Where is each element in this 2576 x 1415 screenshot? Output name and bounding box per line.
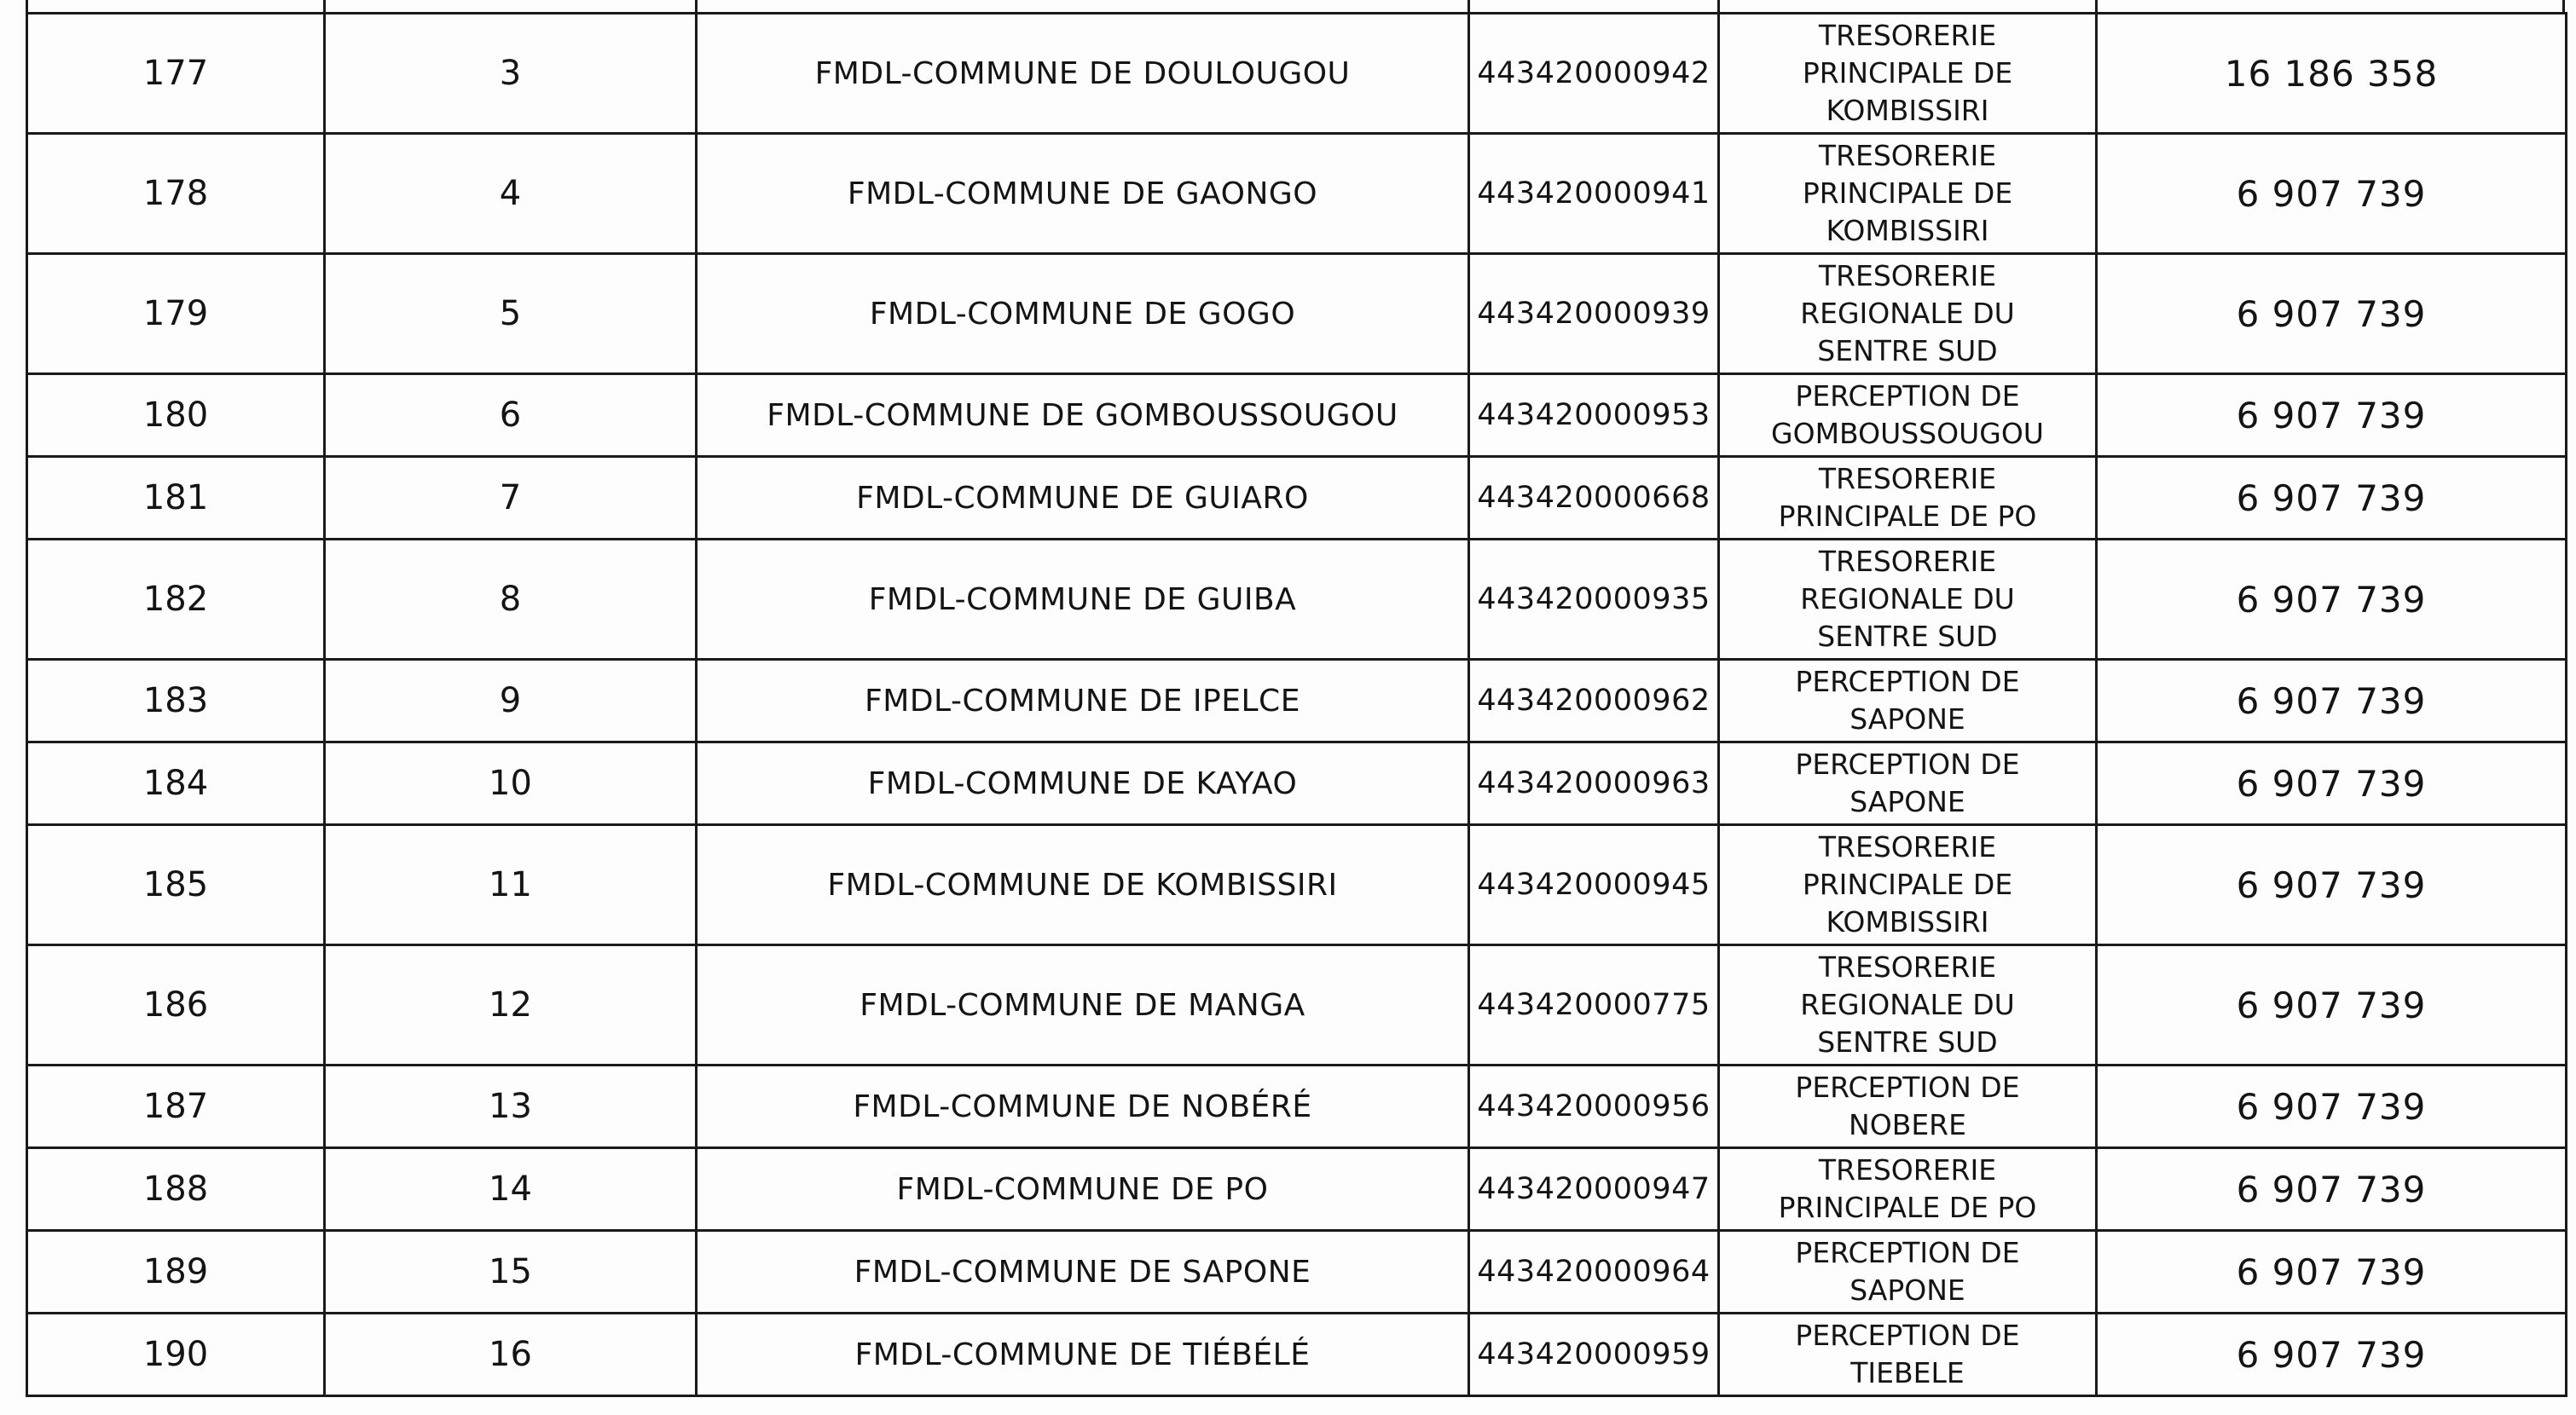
row-sub-number: 16 [325, 1314, 697, 1396]
treasury-office [1719, 945, 2097, 1066]
treasury-line: PRINCIPALE DE [1802, 868, 2013, 901]
treasury-office [1719, 374, 2097, 457]
table-body [27, 14, 2567, 1396]
treasury-line: TRESORERIE [1818, 259, 1997, 292]
commune-name: FMDL-COMMUNE DE IPELCE [697, 660, 1469, 742]
treasury-office [1719, 1231, 2097, 1314]
treasury-line: PERCEPTION DE [1795, 1319, 2020, 1352]
row-sub-number: 11 [325, 825, 697, 945]
row-sub-number: 6 [325, 374, 697, 457]
treasury-line: PRINCIPALE DE [1802, 176, 2013, 210]
account-number: 443420000668 [1469, 457, 1719, 540]
treasury-line: NOBERE [1849, 1108, 1966, 1141]
table-row [27, 374, 2567, 457]
treasury-line: PRINCIPALE DE PO [1778, 1191, 2037, 1224]
amount: 6 907 739 [2097, 1231, 2567, 1314]
amount: 6 907 739 [2097, 457, 2567, 540]
commune-name: FMDL-COMMUNE DE DOULOUGOU [697, 14, 1469, 134]
commune-name: FMDL-COMMUNE DE KAYAO [697, 742, 1469, 825]
row-sub-number: 12 [325, 945, 697, 1066]
treasury-line: KOMBISSIRI [1826, 214, 1989, 247]
treasury-office [1719, 457, 2097, 540]
treasury-line: SENTRE SUD [1817, 334, 1998, 367]
row-sub-number: 5 [325, 254, 697, 374]
table-row [27, 254, 2567, 374]
treasury-line: TRESORERIE [1818, 830, 1997, 863]
treasury-line: PRINCIPALE DE PO [1778, 500, 2037, 533]
treasury-line: SENTRE SUD [1817, 1025, 1998, 1059]
row-sub-number: 15 [325, 1231, 697, 1314]
commune-name: FMDL-COMMUNE DE GUIBA [697, 540, 1469, 660]
treasury-office [1719, 1066, 2097, 1148]
account-number: 443420000935 [1469, 540, 1719, 660]
row-sub-number: 14 [325, 1148, 697, 1231]
commune-name: FMDL-COMMUNE DE GUIARO [697, 457, 1469, 540]
row-number: 181 [27, 457, 325, 540]
amount: 6 907 739 [2097, 825, 2567, 945]
commune-name: FMDL-COMMUNE DE PO [697, 1148, 1469, 1231]
table-row [27, 660, 2567, 742]
amount: 6 907 739 [2097, 1148, 2567, 1231]
commune-name: FMDL-COMMUNE DE MANGA [697, 945, 1469, 1066]
row-sub-number: 9 [325, 660, 697, 742]
treasury-line: REGIONALE DU [1800, 582, 2015, 615]
table-row [27, 540, 2567, 660]
table-row [27, 1314, 2567, 1396]
treasury-line: TRESORERIE [1818, 462, 1997, 495]
table-row [27, 825, 2567, 945]
account-number: 443420000956 [1469, 1066, 1719, 1148]
table-row [27, 1148, 2567, 1231]
row-sub-number: 13 [325, 1066, 697, 1148]
amount: 6 907 739 [2097, 134, 2567, 254]
commune-name: FMDL-COMMUNE DE KOMBISSIRI [697, 825, 1469, 945]
treasury-line: SAPONE [1850, 702, 1965, 736]
table-row [27, 742, 2567, 825]
treasury-line: SAPONE [1850, 785, 1965, 818]
row-number: 177 [27, 14, 325, 134]
treasury-line: TRESORERIE [1818, 950, 1997, 984]
row-number: 180 [27, 374, 325, 457]
table-row [27, 134, 2567, 254]
treasury-line: PERCEPTION DE [1795, 665, 2020, 698]
row-number: 183 [27, 660, 325, 742]
table-row [27, 457, 2567, 540]
treasury-line: PERCEPTION DE [1795, 748, 2020, 781]
amount: 6 907 739 [2097, 742, 2567, 825]
amount: 6 907 739 [2097, 945, 2567, 1066]
row-sub-number: 7 [325, 457, 697, 540]
table-row [27, 14, 2567, 134]
account-number: 443420000959 [1469, 1314, 1719, 1396]
row-number: 186 [27, 945, 325, 1066]
amount: 6 907 739 [2097, 254, 2567, 374]
table-row [27, 1231, 2567, 1314]
row-number: 179 [27, 254, 325, 374]
table-top-continuation [26, 0, 2565, 12]
row-number: 187 [27, 1066, 325, 1148]
treasury-office [1719, 1148, 2097, 1231]
amount: 16 186 358 [2097, 14, 2567, 134]
treasury-line: TRESORERIE [1818, 1153, 1997, 1187]
commune-name: FMDL-COMMUNE DE TIÉBÉLÉ [697, 1314, 1469, 1396]
amount: 6 907 739 [2097, 1066, 2567, 1148]
amount: 6 907 739 [2097, 374, 2567, 457]
account-number: 443420000945 [1469, 825, 1719, 945]
commune-name: FMDL-COMMUNE DE NOBÉRÉ [697, 1066, 1469, 1148]
row-number: 190 [27, 1314, 325, 1396]
amount: 6 907 739 [2097, 1314, 2567, 1396]
treasury-line: TIEBELE [1850, 1356, 1965, 1389]
row-number: 189 [27, 1231, 325, 1314]
commune-name: FMDL-COMMUNE DE GAONGO [697, 134, 1469, 254]
row-sub-number: 8 [325, 540, 697, 660]
treasury-line: GOMBOUSSOUGOU [1771, 417, 2044, 450]
treasury-office [1719, 825, 2097, 945]
amount: 6 907 739 [2097, 540, 2567, 660]
treasury-office [1719, 254, 2097, 374]
row-sub-number: 4 [325, 134, 697, 254]
commune-name: FMDL-COMMUNE DE SAPONE [697, 1231, 1469, 1314]
treasury-line: PRINCIPALE DE [1802, 56, 2013, 90]
row-number: 184 [27, 742, 325, 825]
amount: 6 907 739 [2097, 660, 2567, 742]
treasury-line: REGIONALE DU [1800, 297, 2015, 330]
treasury-line: PERCEPTION DE [1795, 1236, 2020, 1269]
treasury-line: TRESORERIE [1818, 545, 1997, 578]
treasury-office [1719, 540, 2097, 660]
table-row [27, 1066, 2567, 1148]
account-number: 443420000939 [1469, 254, 1719, 374]
row-number: 185 [27, 825, 325, 945]
treasury-line: REGIONALE DU [1800, 988, 2015, 1021]
account-number: 443420000942 [1469, 14, 1719, 134]
treasury-line: PERCEPTION DE [1795, 1071, 2020, 1104]
account-number: 443420000962 [1469, 660, 1719, 742]
account-number: 443420000775 [1469, 945, 1719, 1066]
treasury-line: PERCEPTION DE [1795, 379, 2020, 413]
allocation-table [26, 12, 2567, 1397]
account-number: 443420000963 [1469, 742, 1719, 825]
account-number: 443420000953 [1469, 374, 1719, 457]
treasury-office [1719, 134, 2097, 254]
commune-name: FMDL-COMMUNE DE GOMBOUSSOUGOU [697, 374, 1469, 457]
commune-name: FMDL-COMMUNE DE GOGO [697, 254, 1469, 374]
treasury-line: KOMBISSIRI [1826, 94, 1989, 127]
table-row [27, 945, 2567, 1066]
account-number: 443420000964 [1469, 1231, 1719, 1314]
row-sub-number: 3 [325, 14, 697, 134]
row-number: 178 [27, 134, 325, 254]
row-number: 188 [27, 1148, 325, 1231]
treasury-line: KOMBISSIRI [1826, 905, 1989, 939]
treasury-office [1719, 14, 2097, 134]
treasury-line: TRESORERIE [1818, 19, 1997, 52]
treasury-office [1719, 1314, 2097, 1396]
treasury-line: SENTRE SUD [1817, 620, 1998, 653]
row-number: 182 [27, 540, 325, 660]
treasury-line: TRESORERIE [1818, 139, 1997, 172]
account-number: 443420000941 [1469, 134, 1719, 254]
row-sub-number: 10 [325, 742, 697, 825]
treasury-office [1719, 660, 2097, 742]
treasury-office [1719, 742, 2097, 825]
treasury-line: SAPONE [1850, 1274, 1965, 1307]
account-number: 443420000947 [1469, 1148, 1719, 1231]
